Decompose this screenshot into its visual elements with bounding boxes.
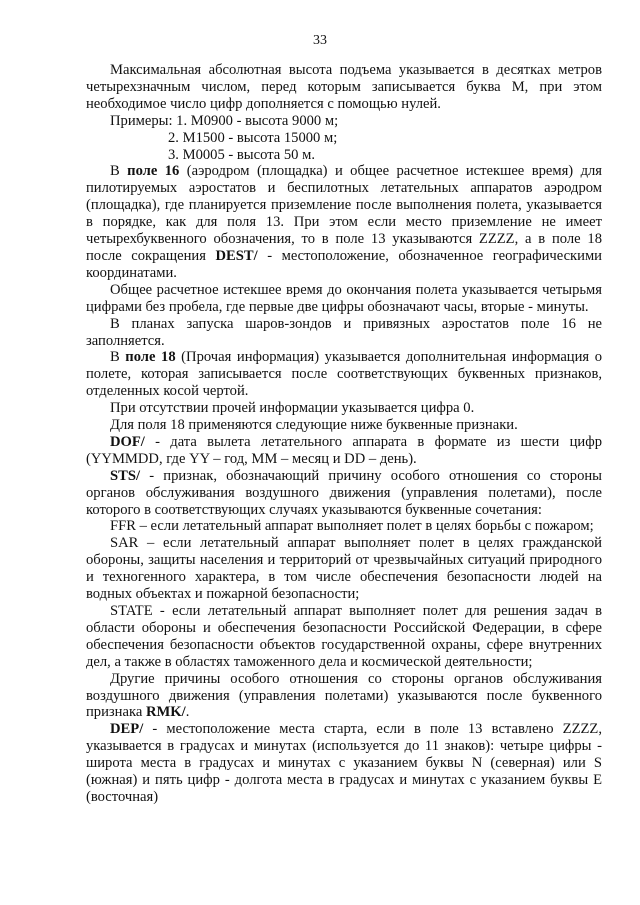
bold-term: поле 16 — [127, 163, 180, 180]
text-run: Общее расчетное истекшее время до окончания полета указывается четырьмя цифрами без пробела, где первые две цифры обозначают часы, вторые - минуты. — [86, 281, 602, 315]
examples-label: Примеры: — [110, 112, 173, 129]
page-number: 33 — [313, 33, 327, 48]
paragraph — [86, 163, 602, 281]
example-item: 2. M1500 - высота 15000 м; — [168, 129, 338, 146]
example-line — [86, 130, 602, 147]
example-line — [86, 113, 602, 130]
text-run: В планах запуска шаров-зондов и привязных аэростатов поле 16 не заполняется. — [86, 315, 602, 349]
text-run: STATE - если летательный аппарат выполняет полет для решения задач в области обороны и обеспечения безопасности Российской Федерации, в сфере обеспечения безопасности объектов государственной охраны, сфере внутренних дел, а также в областях таможенного дела и космической деятельности; — [86, 603, 602, 670]
example-line — [86, 147, 602, 164]
bold-term: STS/ — [110, 467, 141, 484]
paragraph — [86, 518, 602, 535]
examples-block — [86, 113, 602, 164]
paragraph — [86, 282, 602, 316]
text-run: - местоположение места старта, если в поле 13 вставлено ZZZZ, указывается в градусах и минутах (используется до 11 знаков): четыре цифры - широта места в градусах и минутах с указанием буквы N (северная) или S (южная) и пять цифр - долгота места в градусах и минутах с указанием буквы E (восточная) — [86, 721, 602, 805]
text-run: При отсутствии прочей информации указывается цифра 0. — [110, 400, 475, 417]
paragraph — [86, 349, 602, 400]
text-run: Для поля 18 применяются следующие ниже буквенные признаки. — [110, 417, 518, 434]
text-run: В — [110, 349, 126, 366]
paragraph — [86, 468, 602, 519]
text-run: - дата вылета летательного аппарата в формате из шести цифр (YYMMDD, где YY – год, MM – месяц и DD – день). — [86, 433, 602, 467]
text-run: Другие причины особого отношения со стороны органов обслуживания воздушного движения (управления полетами) указываются после буквенного признака — [86, 670, 602, 721]
paragraph — [86, 603, 602, 671]
text-run: В — [110, 163, 128, 180]
bold-term: DOF/ — [110, 433, 145, 450]
paragraph — [86, 434, 602, 468]
text-run: (аэродром (площадка) и общее расчетное истекшее время) для пилотируемых аэростатов и беспилотных летательных аппаратов аэродром (площадка), где планируется приземление после выполнения полета, указывается в порядке, как для поля 13. При этом если место приземление не имеет четырехбуквенного обозначения, то в поле 13 указываются ZZZZ, а в поле 18 после сокращения — [86, 163, 603, 264]
text-run: - признак, обозначающий причину особого отношения со стороны органов обслуживания воздушного движения (управления полетами), после которого в соответствующих случаях указываются буквенные сочетания: — [86, 467, 602, 518]
text-run: (Прочая информация) указывается дополнительная информация о полете, которая записывается после соответствующих буквенных признаков, отделенных косой чертой. — [86, 349, 602, 400]
text-run: . — [185, 704, 190, 721]
text-run: Максимальная абсолютная высота подъема указывается в десятках метров четырехзначным числом, перед которым записывается буква M, при этом необходимое число цифр дополняется с помощью нулей. — [86, 62, 602, 112]
bold-term: RMK/ — [145, 704, 186, 721]
example-item: 1. M0900 - высота 9000 м; — [176, 112, 339, 129]
bold-term: DEST/ — [215, 247, 258, 264]
document-body — [86, 62, 602, 806]
paragraph — [86, 316, 602, 350]
text-run: FFR – если летательный аппарат выполняет полет в целях борьбы с пожаром; — [110, 518, 594, 535]
paragraph — [86, 721, 602, 806]
bold-term: DEP/ — [110, 721, 144, 738]
paragraph — [86, 671, 602, 722]
paragraph — [86, 400, 602, 417]
paragraph — [86, 62, 602, 113]
paragraph — [86, 535, 602, 603]
bold-term: поле 18 — [125, 349, 176, 366]
example-item: 3. M0005 - высота 50 м. — [168, 146, 315, 163]
text-run: - местоположение, обозначенное географическими координатами. — [86, 247, 602, 281]
paragraph — [86, 417, 602, 434]
text-run: SAR – если летательный аппарат выполняет полет в целях гражданской обороны, защиты населения и территорий от чрезвычайных ситуаций природного и техногенного характера, в том числе обеспечения безопасности людей на водных объектах и пожарной безопасности; — [86, 535, 602, 603]
